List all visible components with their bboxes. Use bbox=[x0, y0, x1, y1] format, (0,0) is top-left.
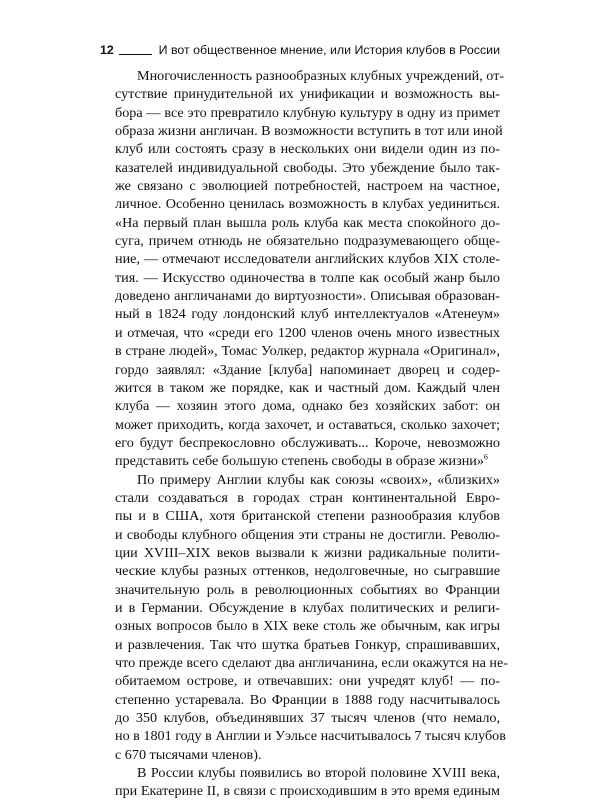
text-line: тия. — Искусство одиночества в толпе как особый жанр было bbox=[115, 269, 500, 286]
text-line: личное. Особенно ценилась возможность в клубах уединиться. bbox=[115, 196, 500, 213]
page-number: 12 bbox=[100, 43, 114, 57]
text-line: гордо заявлял: «Здание [клуба] напоминает дворец и содер- bbox=[115, 361, 500, 378]
body-text bbox=[115, 67, 508, 801]
text-line: с 670 тысячами членов). bbox=[115, 746, 262, 763]
text-line: жится в таком же порядке, как и частный дом. Каждый член bbox=[115, 379, 500, 396]
text-line: стали создаваться в городах стран континентальной Евро- bbox=[115, 489, 500, 506]
text-line: же связано с эволюцией потребностей, настроем на частное, bbox=[115, 178, 500, 195]
text-line: образа жизни англичан. В возможности вступить в тот или иной bbox=[115, 123, 503, 140]
paragraph-2 bbox=[115, 471, 508, 765]
text-line: казателей индивидуальной свободы. Это убеждение было так- bbox=[115, 159, 500, 176]
text-line: и развлечения. Так что шутка братьев Гонкур, спрашивавших, bbox=[115, 636, 500, 653]
text-line: «На первый план вышла роль клуба как места спокойного до- bbox=[115, 214, 500, 231]
text-line: По примеру Англии клубы как союзы «своих», «близких» bbox=[137, 471, 500, 488]
running-title: И вот общественное мнение, или История клубов в России bbox=[158, 43, 500, 57]
text-line: степенно устаревала. Во Франции в 1888 году насчитывалось bbox=[115, 691, 500, 708]
text-line: до 350 клубов, объединявших 37 тысяч членов (что немало, bbox=[115, 710, 500, 727]
text-line bbox=[115, 452, 500, 470]
text-line: суга, причем отнюдь не обязательно подразумевающего обще- bbox=[115, 233, 500, 250]
text-line: озных вопросов было в XIX веке столь же обычным, как игры bbox=[115, 618, 500, 635]
text-line: клуб или состоять сразу в нескольких они видели один из по- bbox=[115, 141, 500, 158]
paragraph-3 bbox=[115, 764, 500, 801]
text-line: может приходить, когда захочет, и оставаться, сколько захочет; bbox=[115, 416, 500, 433]
text-line: обитаемом острове, и отвечавших: они учредят клуб! — по- bbox=[115, 673, 500, 690]
header-rule bbox=[119, 54, 152, 55]
text-line: сутствие принудительной их унификации и возможность вы- bbox=[115, 86, 500, 103]
text-line: бора — все это превратило клубную культуру в одну из примет bbox=[115, 104, 500, 121]
text-line: но в 1801 году в Англии и Уэльсе насчитывалось 7 тысяч клубов bbox=[115, 728, 506, 745]
footnote-mark: 6 bbox=[483, 452, 488, 462]
paragraph-1 bbox=[115, 67, 505, 471]
running-header bbox=[100, 41, 500, 59]
text-line: ческие клубы разных оттенков, недолговечные, но сыгравшие bbox=[115, 563, 500, 580]
text-line: его будут беспрекословно обслуживать... Короче, невозможно bbox=[115, 434, 500, 451]
text-line: В России клубы появились во второй половине XVIII века, bbox=[137, 765, 500, 782]
text-line-content: представить себе большую степень свободы в образе жизни» bbox=[115, 453, 484, 470]
text-line: ный в 1824 году лондонский клуб интеллектуалов «Атенеум» bbox=[115, 306, 500, 323]
text-line: ции XVIII–XIX веков вызвали к жизни радикальные полити- bbox=[115, 544, 500, 561]
text-line: при Екатерине II, в связи с происходившим в это время единым bbox=[115, 783, 500, 800]
text-line: Многочисленность разнообразных клубных учреждений, от- bbox=[137, 68, 505, 84]
text-line: и в Германии. Обсуждение в клубах политических и религи- bbox=[115, 599, 500, 616]
text-line: пы и в США, хотя британской степени разнообразия клубов bbox=[115, 508, 500, 525]
text-line: доведено англичанами до виртуозности». Описывая образован- bbox=[115, 288, 500, 305]
text-line: что прежде всего сделают два англичанина, если окажутся на не- bbox=[115, 655, 508, 671]
text-line: и отмечая, что «среди его 1200 членов очень много известных bbox=[115, 324, 500, 341]
text-line: клуба — хозяин этого дома, однако без хозяйских забот: он bbox=[115, 398, 500, 415]
text-line: в стране людей», Томас Уолкер, редактор журнала «Оригинал», bbox=[115, 343, 500, 360]
text-line: значительную роль в революционных событиях во Франции bbox=[115, 581, 500, 598]
text-line: ние, — отмечают исследователи английских клубов XIX столе- bbox=[115, 251, 500, 268]
text-line: и свободы клубного общения эти страны не достигли. Револю- bbox=[115, 526, 500, 543]
